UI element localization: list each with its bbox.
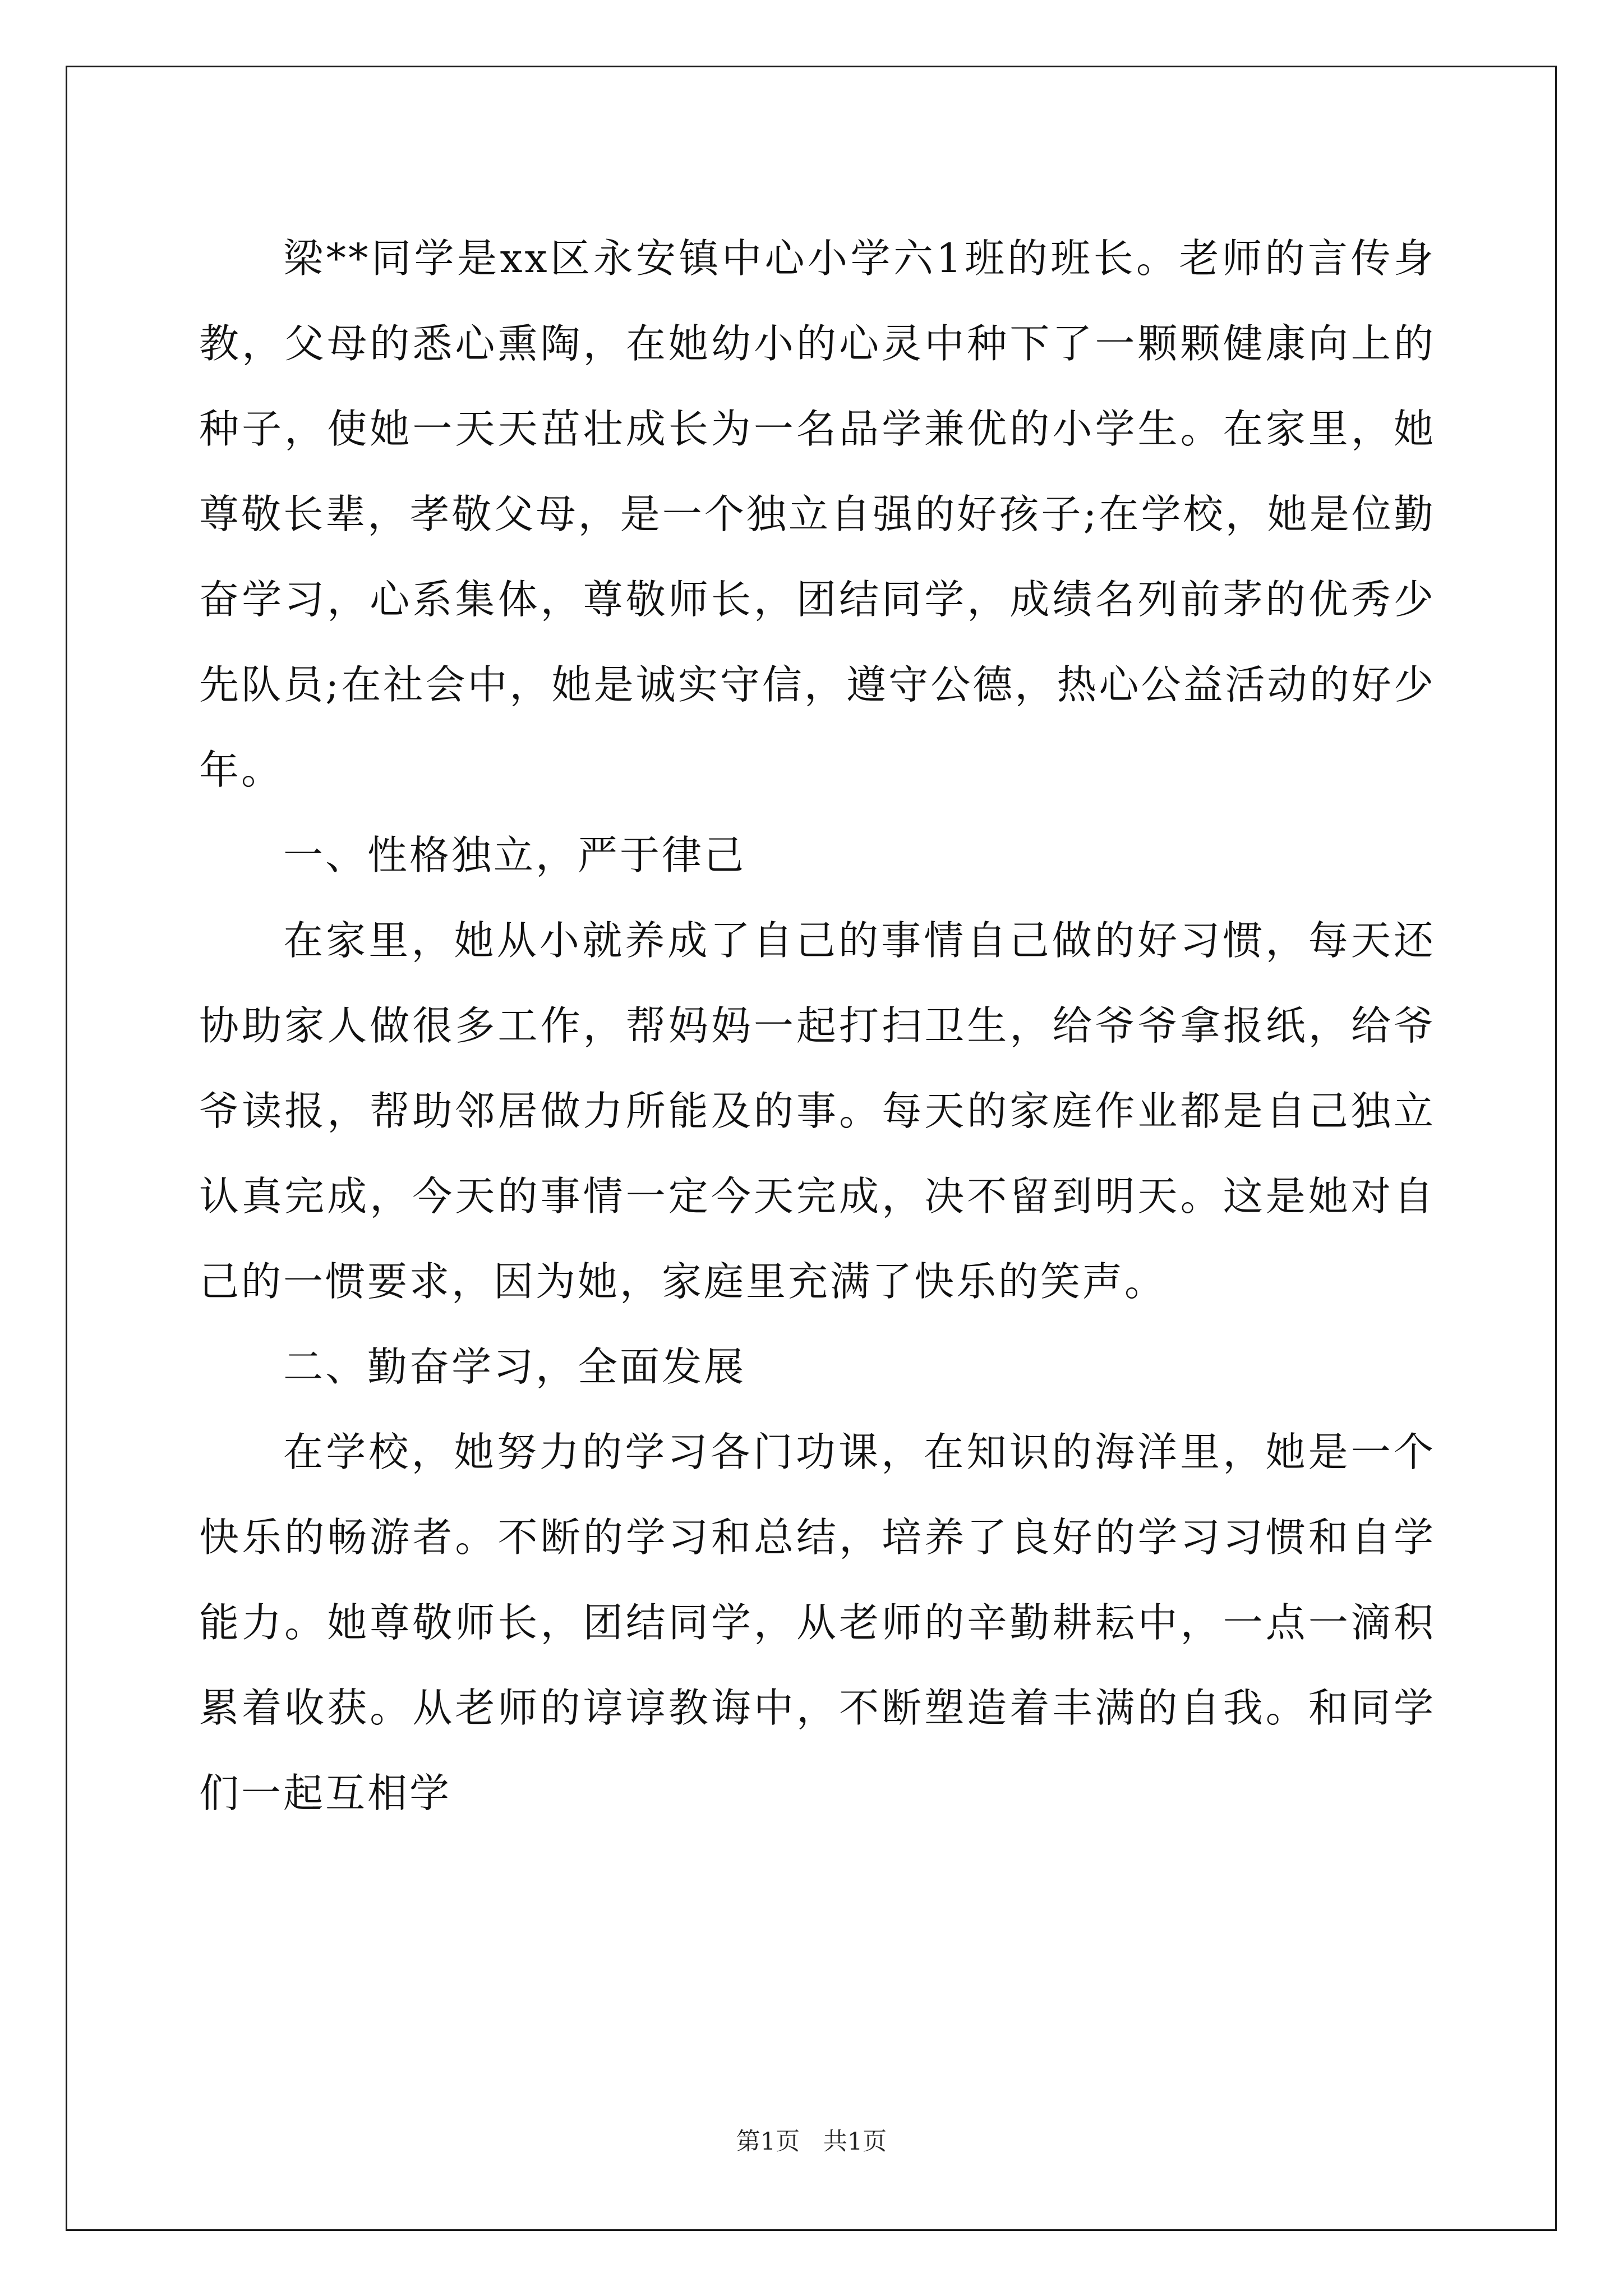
section-2-paragraph: 在学校，她努力的学习各门功课，在知识的海洋里，她是一个快乐的畅游者。不断的学习和总结，培养了良好的学习习惯和自学能力。她尊敬师长，团结同学，从老师的辛勤耕耘中，一点一滴积累着收获。从老师的谆谆教诲中，不断塑造着丰满的自我。和同学们一起互相学 <box>199 1429 1436 1816</box>
document-body <box>199 216 1436 1836</box>
page-number: 第1页 <box>736 2128 800 2156</box>
intro-paragraph: 梁**同学是xx区永安镇中心小学六1班的班长。老师的言传身教，父母的悉心熏陶，在她幼小的心灵中种下了一颗颗健康向上的种子，使她一天天茁壮成长为一名品学兼优的小学生。在家里，她尊敬长辈，孝敬父母，是一个独立自强的好孩子;在学校，她是位勤奋学习，心系集体，尊敬师长，团结同学，成绩名列前茅的优秀少先队员;在社会中，她是诚实守信，遵守公德，热心公益活动的好少年。 <box>199 235 1436 793</box>
page-total: 共1页 <box>823 2128 887 2156</box>
section-heading-2: 二、勤奋学习，全面发展 <box>283 1343 746 1390</box>
section-1-paragraph: 在家里，她从小就养成了自己的事情自己做的好习惯，每天还协助家人做很多工作，帮妈妈一起打扫卫生，给爷爷拿报纸，给爷爷读报，帮助邻居做力所能及的事。每天的家庭作业都是自己独立认真完成，今天的事情一定今天完成，决不留到明天。这是她对自己的一惯要求，因为她，家庭里充满了快乐的笑声。 <box>199 917 1436 1305</box>
section-heading-1: 一、性格独立，严于律己 <box>283 832 746 878</box>
page-footer <box>0 2125 1623 2159</box>
